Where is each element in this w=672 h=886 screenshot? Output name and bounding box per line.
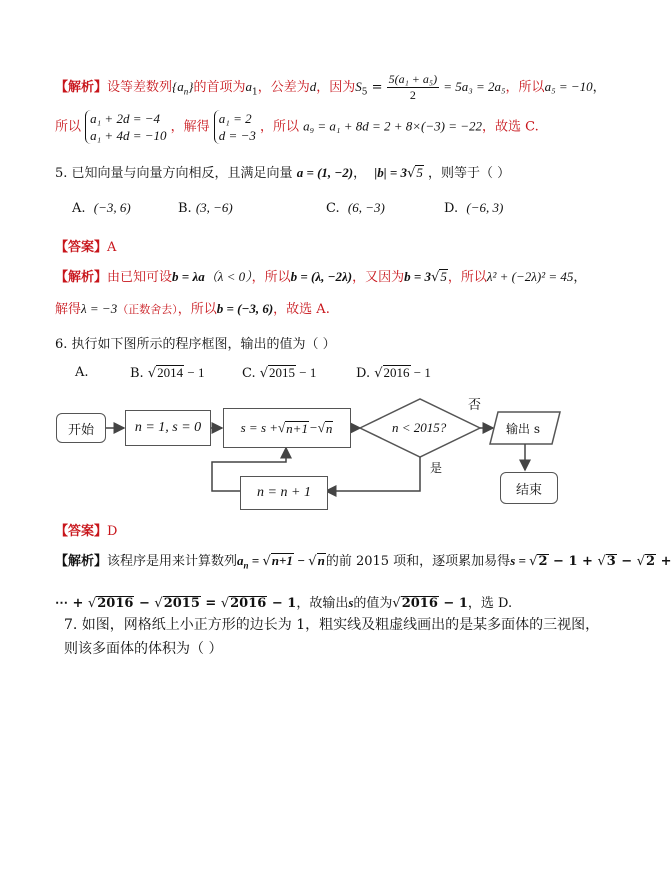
flow-update-s: s = s + √ n+1 − √ n	[223, 408, 351, 448]
equation-system-2: a₁ = 2 d = −3	[214, 110, 256, 144]
analysis-tag: 【解析】	[55, 80, 108, 95]
q5-analysis-line2: 解得λ = −3（正数舍去），所以b = (−3, 6)，故选 A.	[55, 301, 330, 317]
q5-analysis-line1: 【解析】由已知可设b = λa（λ < 0），所以b = (λ, −2λ)，又因为b = 3√5，所以λ² + (−2λ)² = 45，	[55, 269, 587, 285]
flow-increment: n = n + 1	[240, 476, 328, 510]
flow-yes-label: 是	[430, 461, 443, 475]
equation-system-1: a₁ + 2d = −4 a₁ + 4d = −10	[85, 110, 166, 144]
q6-analysis-line1: 【解析】该程序是用来计算数列$a_n = √n+1 - √n$的前 2015 项和，逐项累加易得s = √2 − 1 + √3 − √2 +	[55, 553, 672, 571]
s5-fraction: $\frac{\text{5(a₁ + a₅)}}{2}$	[388, 72, 438, 102]
q5-option-d[interactable]: D. (−6, 3)	[444, 200, 504, 216]
arrow-cond-incr	[326, 457, 420, 491]
q6-option-b[interactable]: B. √2014 − 1	[130, 365, 205, 381]
q4-analysis-line2: 所以 a₁ + 2d = −4 a₁ + 4d = −10 ，解得 a₁ = 2 d = −3 ，所以 a₉ = a₁ + 8d = 2 + 8×(−3) = −22，故选 C.	[55, 111, 539, 143]
q5-answer: 【答案】A	[55, 240, 117, 255]
q4-analysis-line1: 【解析】设等差数列$\{a_n\}$的首项为$a_1$，公差为d，因为$S_5$ = $\frac{\text{5(a₁ + a₅)}}{2}$ = 5a₃ = 2a₅，所以a₅ = −10，	[55, 72, 606, 102]
flow-condition: n < 2015?	[392, 420, 447, 435]
flow-init: n = 1, s = 0	[125, 410, 211, 446]
q5-option-a[interactable]: A. (−3, 6)	[72, 200, 131, 216]
flow-end: 结束	[500, 472, 558, 504]
q6-option-d[interactable]: D. √2016 − 1	[356, 365, 431, 381]
flow-start: 开始	[56, 413, 106, 443]
flow-output: 输出 s	[506, 422, 540, 436]
q5-option-b[interactable]: B. (3, −6)	[178, 200, 233, 216]
q7-stem-line2: 则该多面体的体积为（ ）	[64, 641, 223, 657]
q5-stem: 5. 已知向量与向量方向相反，且满足向量 a = (1, −2)， |b| = 3√5 ，则等于（ ）	[55, 165, 511, 181]
q6-stem: 6. 执行如下图所示的程序框图，输出的值为（ ）	[55, 337, 336, 352]
q6-analysis-line2: ⋯ + √2016 − √2015 = √2016 − 1，故输出s的值为√2016 − 1，选 D.	[55, 595, 513, 611]
q6-answer: 【答案】D	[55, 524, 118, 539]
q7-stem-line1: 7. 如图，网格纸上小正方形的边长为 1，粗实线及粗虚线画出的是某多面体的三视图，	[64, 617, 600, 633]
flow-no-label: 否	[468, 398, 482, 413]
q6-option-a[interactable]: A.	[75, 365, 89, 380]
q5-option-c[interactable]: C. (6, −3)	[326, 200, 385, 216]
q6-option-c[interactable]: C. √2015 − 1	[242, 365, 317, 381]
